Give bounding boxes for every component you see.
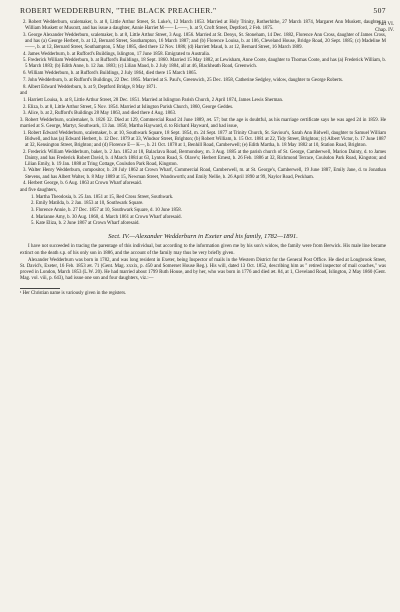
genealogy-entry: 4. James Wedderburn, b. at Rufford's Buildings, Islington, 17 June 1858. Emigrated to Australia.	[23, 51, 211, 57]
running-title: ROBERT WEDDERBURN, "THE BLACK PREACHER."	[20, 6, 217, 15]
genealogy-entry: 7. John Wedderburn, b. at Rufford's Buildings, 22 Dec. 1865. Married at S. Paul's, Greenwich, 25 Dec. 1858, Catherine Sedgley, widow, daughter to George Roberts.	[23, 77, 344, 83]
footnote-rule	[20, 288, 60, 289]
genealogy-entry: and	[20, 91, 27, 97]
genealogy-entry: 2. Emily Matilda, b. 2 Jan. 1853 at 10, Southwark Square.	[31, 201, 144, 207]
genealogy-entry: 1. Harriett Louisa, b. at 8, Little Arthur Street, 28 Dec. 1851. Married at Islington Parish Church, 2 April 1874, James Lewis Sherman.	[23, 97, 284, 103]
genealogy-entry: 6. William Wedderburn, b. at Rufford's Buildings, 2 July 1864, died there 15 March 1865.	[23, 71, 198, 77]
genealogy-entry: 8. Albert Edward Wedderburn, b. at 9, Deptford Bridge, 8 May 1871.	[23, 84, 157, 90]
running-head	[20, 6, 386, 15]
margin-note-chapter: Chap. IV.	[375, 28, 394, 33]
paragraph: I have not succeeded in tracing the parentage of this individual, but according to the information given me by his son's widow, the family were from Berwick. His male line became extinct on the death s.p. of his only son in 1886, and the account of the family may thus be very briefly given.	[20, 244, 386, 256]
genealogy-entry: 4. Herbert George, b. 6 Aug. 1863 at Crown Wharf aforesaid.	[23, 181, 142, 187]
genealogy-entry: 3. Robert Wedderburn, scalemaker, b. 1826 32. Died at 129, Commercial Road 24 June 1889, æt. 57; but the age is doubtful, as his marriage certificate says he was aged 24 in 1859. He married at S. George, Martyr, Southwark, 13 Jan. 1850, Martha Hayward, d. to Richard Hayward, and had issue,	[20, 117, 386, 130]
genealogy-entry: 5. Frederick William Wedderburn, b. at Rufford's Buildings, 18 Sept. 1860. Married 15 May 1882, at Lewisham, Anne Coote, daughter to Thomas Coote, and has (a) Frederick William, b. 5 March 1883; (b) Edith Anne, b. 12 Jan. 1883; (c) Lilian Maud, b. 2 July 1884, all at 46, Blackheath Road, Greenwich.	[23, 58, 386, 70]
genealogy-entry: 1. Robert Edward Wedderburn, scalemaker, b. at 10, Southwark Square, 18 Sept. 1854, m. 24 Sept. 1877 at Trinity Church, St. Saviour's, Sarah Ann Bidwell, daughter to Samuel William Bidwell, and has (a) Edward Herbert, b. 12 Dec. 1879 at 33, Windsor Street, Brighton; (b) Robert William, b. 15 Oct. 1881 at 22, Tidy Street, Brighton; (c) Albert Victor, b. 17 June 1887 at 32, Kensington Street, Brighton; and (d) Florence E— K—, b. 21 Oct. 1878 at 1, Benhill Road, Camberwell; (e) Edith Martha, b. 18 May 1882 at 10, Station Road, Brighton.	[23, 130, 386, 148]
genealogy-entry: 3. George Alexander Wedderburn, scalemaker, b. at 8, Little Arthur Street, 3 Aug. 1856. Married at St. Denys, St. Stoneham, 14 Dec. 1882, Florence Ann Cross, daughter of James Cross, and has (a) George Herbert, b. at 12, Bernard Street, Southampton, 16 March 1887; and (b) Florence Louisa, b. at 106, Cleveland House, Bridge Road, 20 Sept. 1885; (c) Madeline M——, b. at 12, Bernard Street, Southampton, 5 May 1885, died there 12 Nov. 1886; (d) Harriett Maud, b. at 12, Bernard Street, 16 March 1889.	[23, 32, 386, 50]
body-text	[20, 244, 386, 282]
genealogy-entry: 3. Alice, b. at 2, Rufford's Buildings 28 May 1863, and died there 4 Aug. 1863.	[23, 111, 177, 117]
genealogy-entries	[20, 20, 386, 227]
genealogy-entry: 4. Marianne Amy, b. 30 Aug. 1860, d. March 1861 at Crown Wharf aforesaid.	[31, 214, 182, 220]
genealogy-entry: 3. Walter Henry Wedderburn, compositor, b. 28 July 1862 at Crown Wharf, Commercial Road, Camberwell, m. at St. George's, Camberwell, 19 June 1887, Emily Jane, d. to Jonathan Stevens, and has Albert Walter, b. 8 May 1889 at 15, Newman Street, Wandsworth; and Emily Nellie, b. 26 April 1890 at 99, Naylor Road, Peckham.	[23, 168, 386, 180]
genealogy-entry: 2. Robert Wedderburn, scalemaker, b. at 8, Little Arthur Street, St. Luke's, 12 March 1853. Married at Holy Trinity, Rotherhithe, 27 March 1874, Margaret Ann Muskett, daughter to William Muskett or Muscutt, and has issue a daughter, Annie Harriet M—— L——, b. at 9, Croft Street, Deptford, 2 Feb. 1875.	[23, 20, 386, 32]
margin-note-part: Part VI.	[378, 22, 394, 27]
genealogy-entry: 5. Kate Eliza, b. 2 June 1867 at Crown Wharf aforesaid.	[31, 221, 140, 227]
genealogy-entry: and five daughters,	[20, 187, 57, 193]
genealogy-entry: 2. Eliza, b. at 8, Little Arthur Street, 5 Nov. 1854. Married at Islington Parish Church, 1860, George Geddes.	[23, 104, 234, 110]
genealogy-entry: 2. Frederick William Wedderburn, baker, b. 2 Jan. 1852 at 18, Balaclava Road, Bermondsey, m. 3 Aug. 1885 at the parish church of St. George, Camberwell, Marion Dainty, d. to James Dainty, and has Frederick Robert David, b. 4 March 1884 at 63, Lynton Road, S. Olave's; Herbert Ernest, b. 26 Feb. 1886 at 32, Richmond Terrace, Coulsdon Park Road, Kingston; and Lilian Emily, b. 19 Jan. 1888 at Tring Cottage, Coulsdon Park Road, Kingston.	[23, 149, 386, 167]
margin-note	[375, 22, 394, 34]
section-heading: Sect. IV.—Alexander Wedderburn in Exeter and his family, 1782—1891.	[108, 233, 298, 241]
footnote: ¹ Her Christian name is variously given in the registers.	[20, 290, 127, 296]
genealogy-entry: 1. Martha Theodosia, b. 25 Jan. 1851 at 15, Red Cross Street, Southwark.	[31, 194, 174, 200]
genealogy-entry: 3. Florence Annie, b. 27 Dec. 1857 at 10, Southwark Square, d. 10 June 1858.	[31, 208, 182, 213]
page-number: 507	[373, 6, 386, 15]
paragraph: Alexander Wedderburn was born in 1782, and was long resident in Exeter, being Inspector of mails in the Western District for the General Post Office. He died at Longbrook Street, St. David's, Exeter, 16 Feb. 1853 æt. 71 (Gent. Mag. xxxix, p. 450 and Somerset House Reg.). His will, dated 13 Oct. 1852, describing him as " retired inspector of mail coaches," was proved in London, March 1853 (L.W. 20). He had married about 1799 Ruth House, and by her, who was born in 1776 and died æt. 84, at 1, Cleveland Road, Islington, 2 May 1860 (Gent. Mag. vol. viii, p. 643), had issue one son and four daughters, viz.:—	[20, 257, 386, 282]
